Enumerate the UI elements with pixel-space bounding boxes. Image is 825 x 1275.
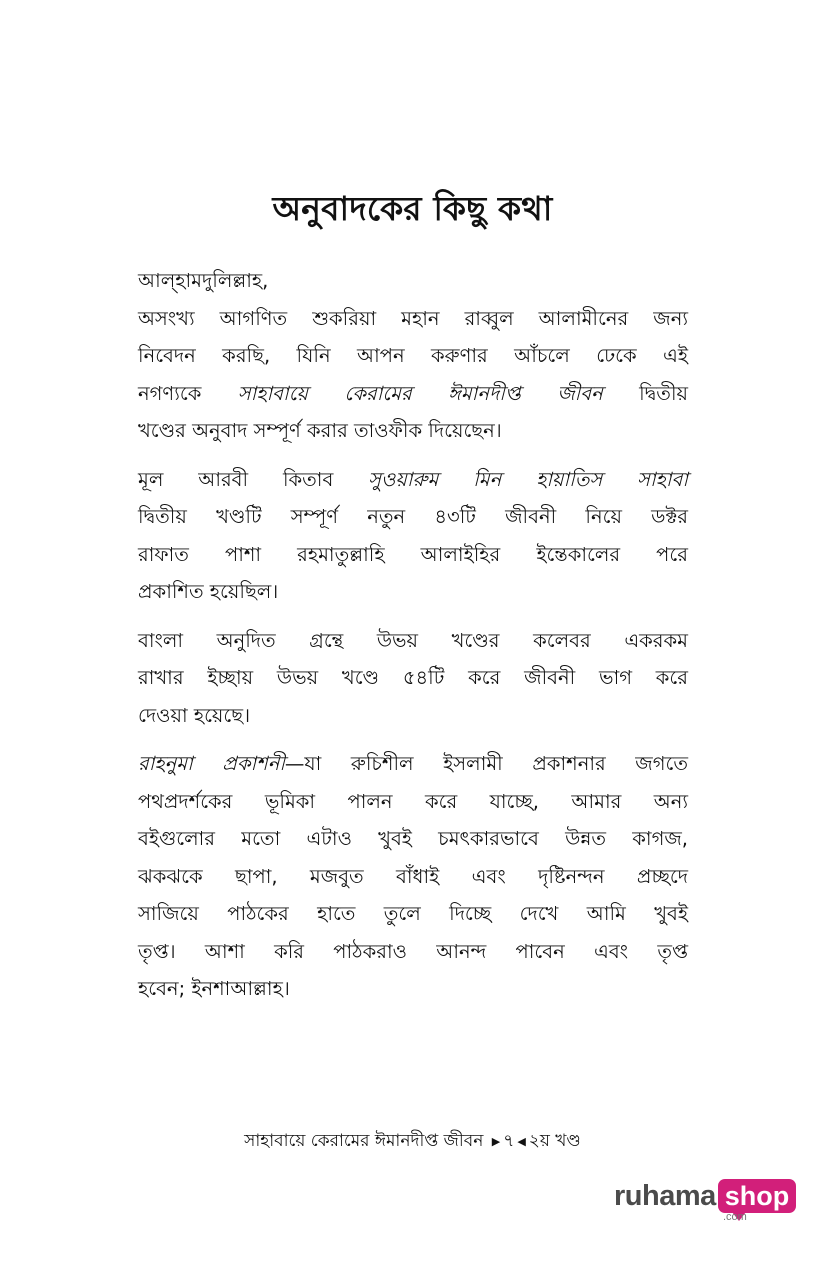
logo-word: ruhama	[614, 1179, 716, 1212]
text-line: দেওয়া হয়েছে।	[138, 703, 251, 727]
text-line: বাংলা অনুদিত গ্রন্থে উভয় খণ্ডের কলেবর একরকম	[138, 628, 688, 652]
text-line: তৃপ্ত। আশা করি পাঠকরাও আনন্দ পাবেন এবং তৃপ্ত	[138, 939, 688, 963]
arabic-book-title-italic: সুওয়ারুম মিন হায়াতিস সাহাবা	[368, 467, 688, 491]
text-line: আল্‌হামদুলিল্লাহ,	[138, 269, 269, 292]
footer-book-title: সাহাবায়ে কেরামের ঈমানদীপ্ত জীবন	[244, 1131, 484, 1151]
text-line: বইগুলোর মতো এটাও খুবই চমৎকারভাবে উন্নত কাগজ,	[138, 827, 688, 850]
text-line: রাফাত পাশা রহমাতুল্লাহি আলাইহির ইন্তেকালের পরে	[138, 542, 688, 566]
logo-shop-badge: shop	[718, 1179, 797, 1213]
text-line: হবেন; ইনশাআল্লাহ।	[138, 977, 290, 1000]
text-line: সাজিয়ে পাঠকের হাতে তুলে দিচ্ছে দেখে আমি খুবই	[138, 902, 688, 925]
paragraph-1	[138, 262, 688, 450]
paragraph-4	[138, 745, 688, 1008]
paragraph-2	[138, 461, 688, 611]
triangle-left-icon: ◀	[517, 1135, 526, 1148]
text-line: খণ্ডের অনুবাদ সম্পূর্ণ করার তাওফীক দিয়েছেন।	[138, 419, 502, 442]
text-span: মূল আরবী কিতাব	[138, 467, 369, 491]
text-line: রাখার ইচ্ছায় উভয় খণ্ডে ৫৪টি করে জীবনী ভাগ করে	[138, 666, 688, 689]
text-line: প্রকাশিত হয়েছিল।	[138, 580, 279, 603]
paragraph-3	[138, 622, 688, 735]
publisher-name-italic: রাহনুমা প্রকাশনী	[138, 752, 285, 775]
text-span: দ্বিতীয়	[602, 381, 689, 405]
running-footer	[0, 1128, 825, 1156]
text-line: অসংখ্য আগণিত শুকরিয়া মহান রাব্বুল আলামীনের জন্য	[138, 306, 688, 330]
page-number: ৭	[503, 1131, 515, 1151]
text-line: নিবেদন করছি, যিনি আপন করুণার আঁচলে ঢেকে এই	[138, 344, 688, 367]
text-line: দ্বিতীয় খণ্ডটি সম্পূর্ণ নতুন ৪৩টি জীবনী নিয়ে ডক্টর	[138, 505, 688, 528]
text-span: নগণ্যকে	[138, 381, 238, 405]
book-title-italic: সাহাবায়ে কেরামের ঈমানদীপ্ত জীবন	[237, 381, 603, 405]
text-line: ঝকঝকে ছাপা, মজবুত বাঁধাই এবং দৃষ্টিনন্দন প্রচ্ছদে	[138, 864, 688, 888]
text-span: —যা রুচিশীল ইসলামী প্রকাশনার জগতে	[284, 752, 688, 775]
text-line	[138, 745, 688, 783]
logo-domain: .com	[723, 1211, 747, 1223]
ruhamashop-logo	[614, 1176, 796, 1216]
footer-volume: ২য় খণ্ড	[528, 1131, 581, 1151]
triangle-right-icon: ▶	[491, 1135, 501, 1148]
text-line	[138, 375, 688, 413]
page-title: অনুবাদকের কিছু কথা	[272, 189, 553, 228]
text-line	[138, 461, 688, 499]
text-line: পথপ্রদর্শকের ভূমিকা পালন করে যাচ্ছে, আমার অন্য	[138, 789, 688, 813]
body-text	[138, 262, 688, 1019]
